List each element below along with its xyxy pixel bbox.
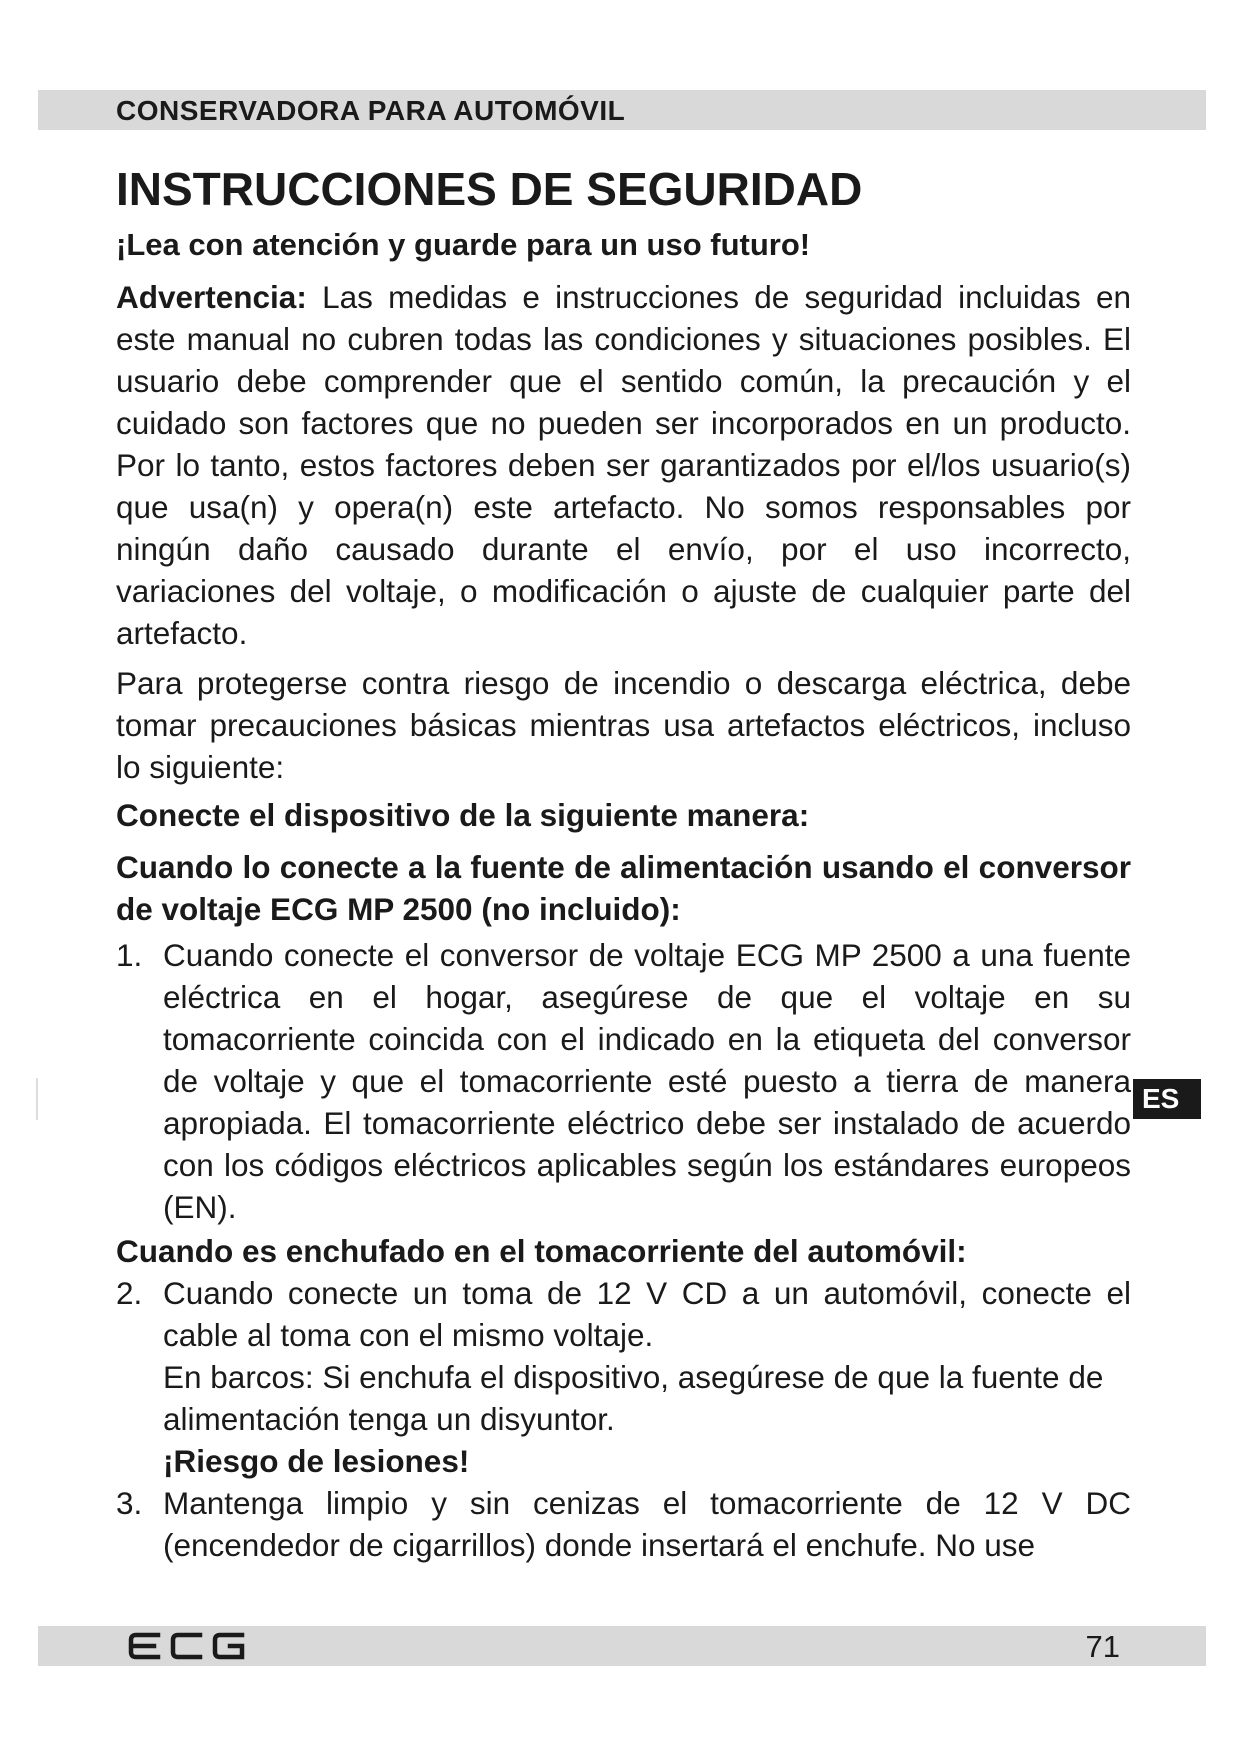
car-heading: Cuando es enchufado en el tomacorriente del automóvil: [116,1233,967,1269]
protect-paragraph: Para protegerse contra riesgo de incendio o descarga eléctrica, debe tomar precauciones básicas mientras usa artefactos eléctricos, incluso lo siguiente: [116,665,1131,785]
warning-text: Las medidas e instrucciones de seguridad incluidas en este manual no cubren todas las condiciones y situaciones posibles. El usuario debe comprender que el sentido común, la precaución y el cuidado son factores que no pueden ser incorporados en un producto. Por lo tanto, estos factores deben ser garantizados por el/los usuario(s) que usa(n) y opera(n) este artefacto. No somos responsables por ningún daño causado durante el envío, por el uso incorrecto, variaciones del voltaje, o modificación o ajuste de cualquier parte del artefacto. [116,279,1131,651]
list-item-1 [116,934,1131,1228]
list-number-1: 1. [116,937,143,973]
main-content [116,160,1131,1566]
language-tab: ES [1133,1079,1201,1119]
ecg-logo [128,1631,248,1661]
edge-mark [36,1078,38,1120]
list-number-3: 3. [116,1485,143,1521]
risk-warning: ¡Riesgo de lesiones! [163,1443,470,1479]
connect-heading: Conecte el dispositivo de la siguiente manera: [116,797,810,833]
page-number: 71 [1085,1629,1120,1664]
list-text-3: Mantenga limpio y sin cenizas el tomacorriente de 12 V DC (encendedor de cigarrillos) donde insertará el enchufe. No use [163,1485,1131,1563]
warning-paragraph [116,276,1131,654]
list-number-2: 2. [116,1275,143,1311]
boats-note: En barcos: Si enchufa el dispositivo, asegúrese de que la fuente de alimentación tenga un disyuntor. [163,1359,1104,1437]
converter-heading: Cuando lo conecte a la fuente de alimentación usando el conversor de voltaje ECG MP 2500 (no incluido): [116,849,1131,927]
list-text-2: Cuando conecte un toma de 12 V CD a un automóvil, conecte el cable al toma con el mismo voltaje. [163,1275,1131,1353]
warning-label: Advertencia: [116,279,307,315]
list-item-2 [116,1272,1131,1356]
page-title: INSTRUCCIONES DE SEGURIDAD [116,163,863,215]
list-text-1: Cuando conecte el conversor de voltaje ECG MP 2500 a una fuente eléctrica en el hogar, asegúrese de que el voltaje en su tomacorriente coincida con el indicado en la etiqueta del conversor de voltaje y que el tomacorriente esté puesto a tierra de manera apropiada. El tomacorriente eléctrico debe ser instalado de acuerdo con los códigos eléctricos aplicables según los estándares europeos (EN). [163,937,1131,1225]
header-title: CONSERVADORA PARA AUTOMÓVIL [116,95,626,126]
list-item-3 [116,1482,1131,1566]
subtitle: ¡Lea con atención y guarde para un uso futuro! [116,227,811,262]
